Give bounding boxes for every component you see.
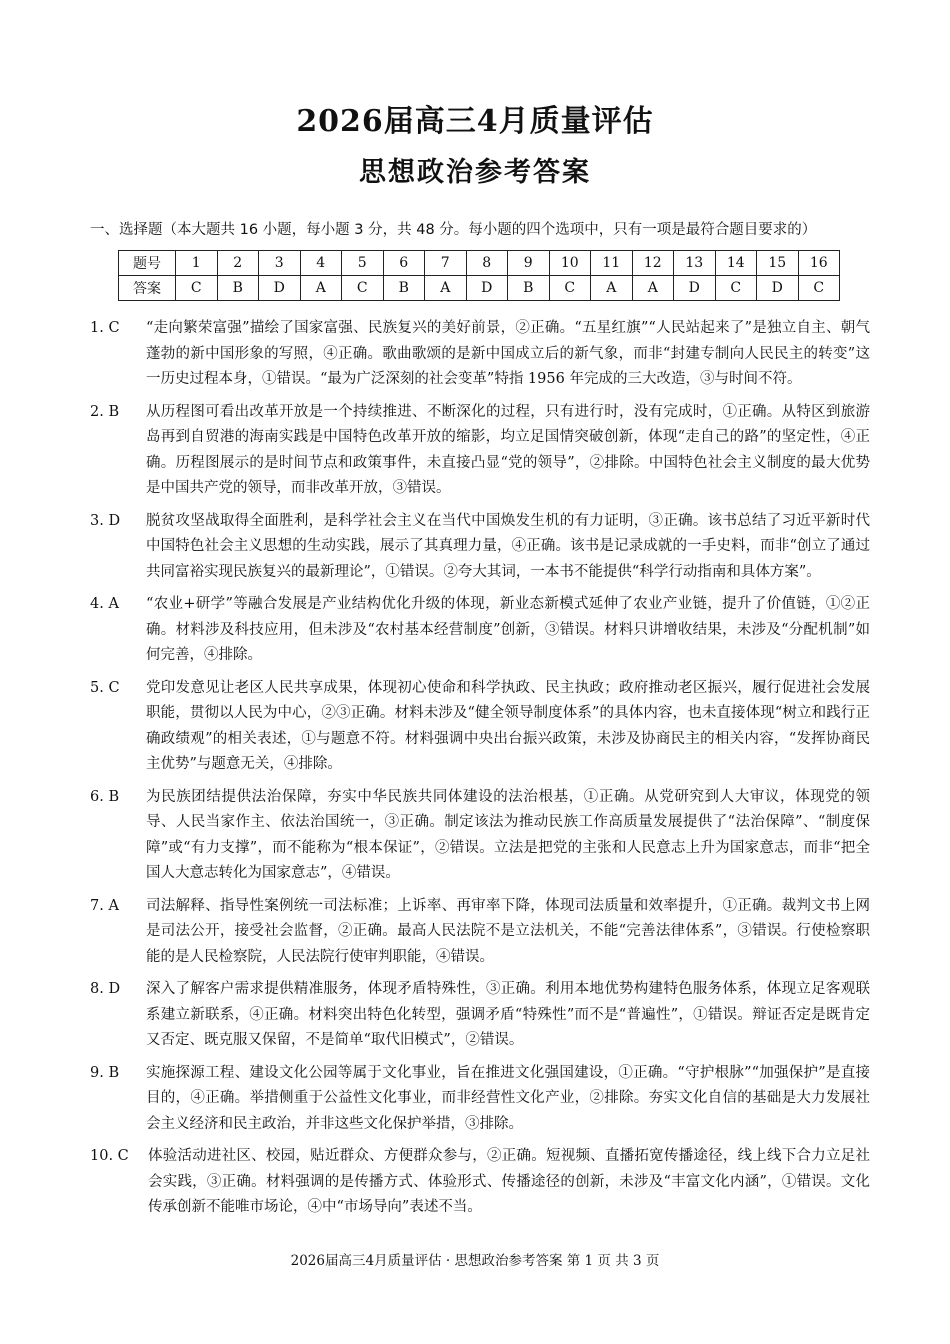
question-number-cell: 15 [757, 251, 799, 276]
explanation-number: 10. C [90, 1148, 129, 1164]
answer-cell: D [259, 276, 301, 301]
explanation-number: 3. D [90, 512, 121, 529]
question-number-cell: 13 [674, 251, 716, 276]
question-number-cell: 9 [508, 251, 550, 276]
explanation-number: 1. C [90, 320, 120, 336]
answer-cell: C [798, 276, 840, 301]
explanation-text: 深入了解客户需求提供精准服务，体现矛盾特殊性，③正确。利用本地优势构建特色服务体系，体现立足客观联系建立新联系，④正确。材料突出特色化转型，强调矛盾“特殊性”而不是“普遍性”，①错误。辩证否定是既肯定又否定、既克服又保留，不是简单“取代旧模式”，②错误。 [146, 981, 870, 1048]
explanation-item [90, 400, 870, 502]
explanation-text: “农业+研学”等融合发展是产业结构优化升级的体现，新业态新模式延伸了农业产业链，提升了价值链，①②正确。材料涉及科技应用，但未涉及“农村基本经营制度”创新，③错误。材料只讲增收结果，未涉及“分配机制”如何完善，④排除。 [146, 596, 870, 663]
explanation-list [90, 316, 870, 1228]
explanation-item [90, 509, 870, 586]
question-row-label: 题号 [119, 251, 176, 276]
question-number-cell: 16 [798, 251, 840, 276]
answer-cell: A [591, 276, 633, 301]
explanation-number: 7. A [90, 897, 119, 914]
answer-row-label: 答案 [119, 276, 176, 301]
answer-table [118, 250, 840, 301]
page-subtitle: 思想政治参考答案 [359, 157, 591, 188]
explanation-item [90, 592, 870, 669]
explanation-item [90, 1061, 870, 1138]
explanation-text: 脱贫攻坚战取得全面胜利，是科学社会主义在当代中国焕发生机的有力证明，③正确。该书总结了习近平新时代中国特色社会主义思想的生动实践，展示了其真理力量，④正确。该书是记录成就的一手史料，而非“创立了通过共同富裕实现民族复兴的最新理论”，①错误。②夸大其词，一本书不能提供“科学行动指南和具体方案”。 [146, 512, 870, 580]
answer-cell: B [508, 276, 550, 301]
explanation-item [90, 977, 870, 1054]
explanation-text: 从历程图可看出改革开放是一个持续推进、不断深化的过程，只有进行时，没有完成时，①正确。从特区到旅游岛再到自贸港的海南实践是中国特色改革开放的缩影，均立足国情突破创新，体现“走自己的路”的坚定性，④正确。历程图展示的是时间节点和政策事件，未直接凸显“党的领导”，②排除。中国特色社会主义制度的最大优势是中国共产党的领导，而非改革开放，③错误。 [146, 403, 870, 496]
page-footer: 2026届高三4月质量评估 · 思想政治参考答案 第 1 页 共 3 页 [290, 1253, 660, 1269]
answer-cell: C [715, 276, 757, 301]
explanation-item [90, 785, 870, 887]
explanation-text: 司法解释、指导性案例统一司法标准；上诉率、再审率下降，体现司法质量和效率提升，①正确。裁判文书上网是司法公开，接受社会监督，②正确。最高人民法院不是立法机关，不能“完善法律体系”，③错误。行使检察职能的是人民检察院，人民法院行使审判职能，④错误。 [146, 897, 870, 965]
explanation-item [90, 676, 870, 778]
answer-cell: C [549, 276, 591, 301]
explanation-text: 党印发意见让老区人民共享成果，体现初心使命和科学执政、民主执政；政府推动老区振兴，履行促进社会发展职能，贯彻以人民为中心，②③正确。材料未涉及“健全领导制度体系”的具体内容，也未直接体现“树立和践行正确政绩观”的相关表述，①与题意不符。材料强调中央出台振兴政策，未涉及协商民主的相关内容，“发挥协商民主优势”与题意无关，④排除。 [146, 679, 870, 772]
question-number-cell: 8 [466, 251, 508, 276]
question-number-cell: 2 [217, 251, 259, 276]
answer-cell: A [300, 276, 342, 301]
answer-row [119, 276, 840, 301]
question-number-cell: 12 [632, 251, 674, 276]
question-number-cell: 14 [715, 251, 757, 276]
answer-cell: A [425, 276, 467, 301]
answer-cell: D [674, 276, 716, 301]
question-number-cell: 7 [425, 251, 467, 276]
explanation-number: 6. B [90, 788, 120, 805]
question-number-cell: 5 [342, 251, 384, 276]
explanation-item [90, 316, 870, 393]
answer-cell: D [757, 276, 799, 301]
answer-cell: B [217, 276, 259, 301]
explanation-text: 为民族团结提供法治保障，夯实中华民族共同体建设的法治根基，①正确。从党研究到人大审议，体现党的领导、人民当家作主、依法治国统一，③正确。制定该法为推动民族工作高质量发展提供了“法治保障”、“制度保障”或“有力支撑”，而不能称为“根本保证”，②错误。立法是把党的主张和人民意志上升为国家意志，而非“把全国人大意志转化为国家意志”，④错误。 [146, 788, 870, 881]
answer-cell: C [176, 276, 218, 301]
question-number-cell: 4 [300, 251, 342, 276]
explanation-item [90, 894, 870, 971]
explanation-number: 2. B [90, 403, 120, 420]
explanation-text: 体验活动进社区、校园，贴近群众、方便群众参与，②正确。短视频、直播拓宽传播途径，线上线下合力立足社会实践，③正确。材料强调的是传播方式、体验形式、传播途径的创新，未涉及“丰富文化内涵”，①错误。文化传承创新不能唯市场论，④中“市场导向”表述不当。 [148, 1148, 870, 1215]
explanation-number: 4. A [90, 596, 119, 612]
question-number-cell: 10 [549, 251, 591, 276]
answer-cell: A [632, 276, 674, 301]
question-number-cell: 3 [259, 251, 301, 276]
explanation-number: 5. C [90, 679, 120, 696]
explanation-text: 实施探源工程、建设文化公园等属于文化事业，旨在推进文化强国建设，①正确。“守护根脉”“加强保护”是直接目的，④正确。举措侧重于公益性文化事业，而非经营性文化产业，②排除。夯实文化自信的基础是大力发展社会主义经济和民主政治，并非这些文化保护举措，③排除。 [146, 1064, 870, 1132]
question-row [119, 251, 840, 276]
explanation-text: “走向繁荣富强”描绘了国家富强、民族复兴的美好前景，②正确。“五星红旗”“人民站起来了”是独立自主、朝气蓬勃的新中国形象的写照，④正确。歌曲歌颂的是新中国成立后的新气象，而非“封建专制向人民民主的转变”这一历史过程本身，①错误。“最为广泛深刻的社会变革”特指 1956 年完成的三大改造，③与时间不符。 [146, 320, 870, 387]
section-heading: 一、选择题（本大题共 16 小题，每小题 3 分，共 48 分。每小题的四个选项中，只有一项是最符合题目要求的） [90, 222, 817, 238]
question-number-cell: 1 [176, 251, 218, 276]
question-number-cell: 6 [383, 251, 425, 276]
answer-cell: D [466, 276, 508, 301]
page-title: 2026届高三4月质量评估 [296, 104, 654, 139]
explanation-item [90, 1144, 870, 1221]
answer-cell: C [342, 276, 384, 301]
question-number-cell: 11 [591, 251, 633, 276]
answer-cell: B [383, 276, 425, 301]
explanation-number: 8. D [90, 981, 121, 997]
explanation-number: 9. B [90, 1064, 120, 1081]
